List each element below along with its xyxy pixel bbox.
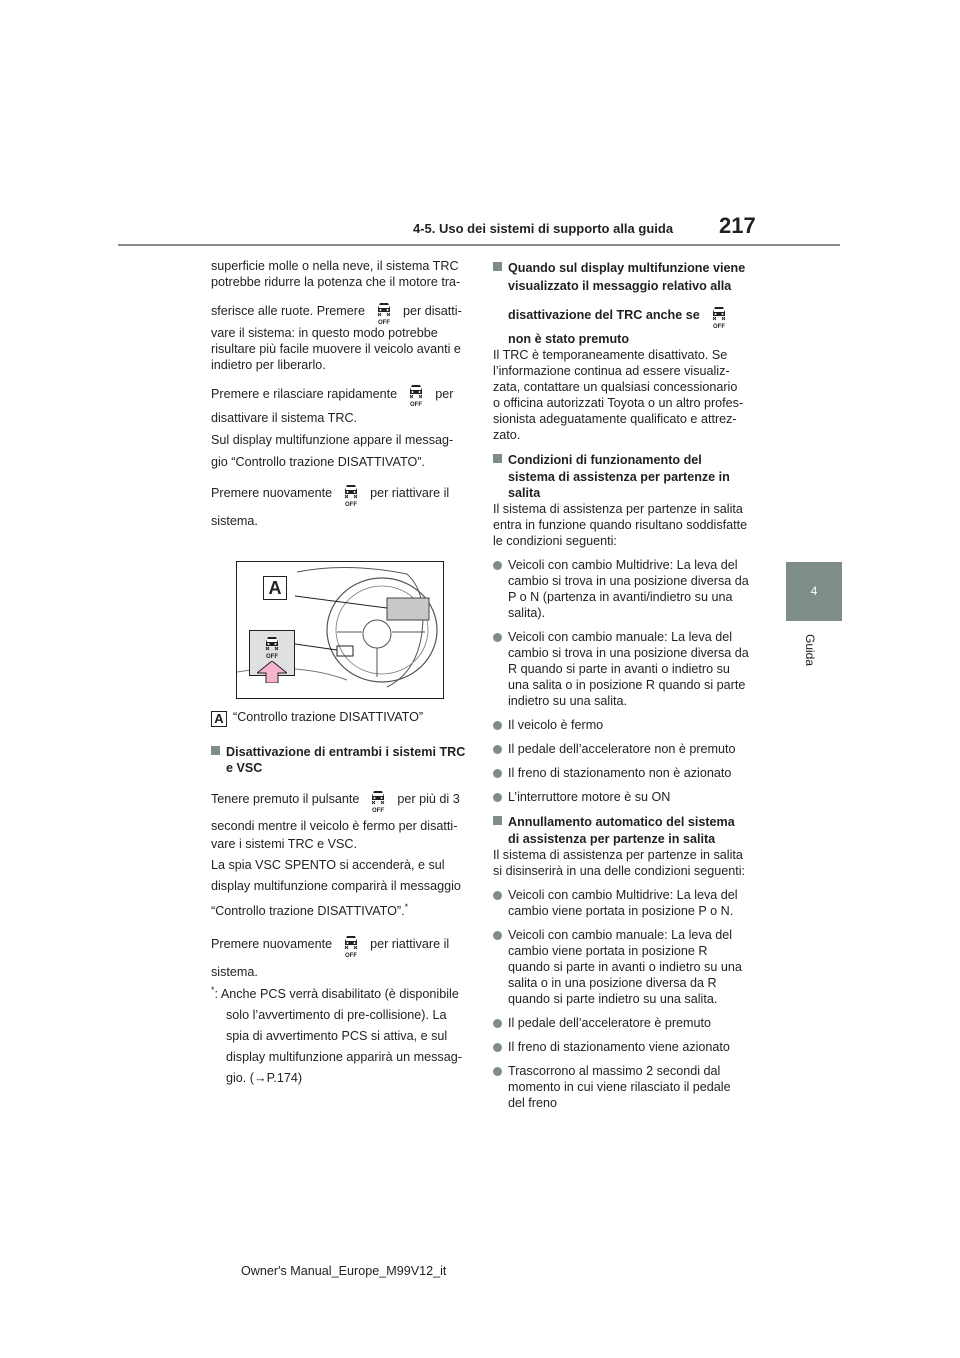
heading-line: salita: [508, 485, 541, 500]
text: sferisce alle ruote. Premere: [211, 304, 365, 318]
bullet-line: salita).: [508, 605, 546, 620]
footnote-line: gio. (→P.174): [226, 1070, 303, 1085]
paragraph-line: gio “Controllo trazione DISATTIVATO”.: [211, 455, 425, 470]
footer-text: Owner's Manual_Europe_M99V12_it: [241, 1264, 447, 1278]
text: Il pedale dell’acceleratore è premuto: [508, 1015, 712, 1030]
heading-line: Condizioni di funzionamento del: [508, 452, 702, 467]
paragraph-line: [211, 381, 471, 408]
text: Il freno di stazionamento non è azionato: [508, 765, 732, 780]
heading-line: di assistenza per partenze in salita: [508, 831, 716, 846]
bullet-line: quando si parte in avanti o indietro su una: [508, 959, 742, 974]
paragraph-line: La spia VSC SPENTO si accenderà, e sul: [211, 857, 445, 872]
bullet-item: [493, 789, 758, 805]
bullet-item: [493, 1039, 758, 1055]
bullet-line: salita o in una posizione diversa da R: [508, 975, 717, 990]
button-callout: [249, 630, 295, 676]
bullet-line: cambio viene portata in posizione P o N.: [508, 903, 734, 918]
heading-line: [211, 744, 473, 760]
dashboard-illustration: [236, 561, 444, 699]
text: “Controllo trazione DISATTIVATO”.: [211, 903, 405, 918]
heading-line: e VSC: [226, 761, 263, 775]
bullet-line: quando si parte indietro su una salita.: [508, 991, 718, 1006]
paragraph-line: [211, 786, 473, 813]
bullet-line: cambio si trova in una posizione diversa da: [508, 645, 749, 660]
text: L’interruttore motore è su ON: [508, 789, 671, 804]
paragraph: [493, 501, 758, 549]
bullet-line: Veicoli con cambio manuale: La leva del: [508, 927, 733, 942]
text: Disattivazione di entrambi i sistemi TRC: [226, 745, 466, 759]
text: Il pedale dell’acceleratore non è premuto: [508, 741, 736, 756]
footnote-ref: *: [404, 901, 409, 912]
paragraph-line: Sul display multifunzione appare il messag-: [211, 433, 454, 448]
paragraph-line: si disinserirà in una delle condizioni seguenti:: [493, 863, 746, 878]
heading-square-icon: [493, 454, 502, 463]
bullet-dot-icon: [493, 721, 502, 730]
bullet-line: Veicoli con cambio manuale: La leva del: [508, 629, 733, 644]
chapter-tab: 4: [786, 562, 842, 621]
footnote-line: [211, 982, 473, 1002]
bullet-line: cambio viene portata in posizione R: [508, 943, 708, 958]
heading-line: sistema di assistenza per partenze in: [508, 469, 730, 484]
bullet-line: R quando si parte in avanti o indietro su: [508, 661, 730, 676]
paragraph-line: sistema.: [211, 964, 258, 979]
paragraph-line: potrebbe ridurre la potenza che il motore tra-: [211, 275, 461, 289]
paragraph-line: zato.: [493, 427, 521, 442]
trc-off-icon: [403, 381, 429, 407]
paragraph-line: le condizioni seguenti:: [493, 533, 617, 548]
footnote-line: solo l’avvertimento di pre-collisione). La: [226, 1007, 447, 1022]
left-column: [211, 258, 471, 529]
paragraph-line: Il TRC è temporaneamente disattivato. Se: [493, 347, 728, 362]
paragraph-line: [211, 480, 471, 507]
trc-off-icon: [371, 299, 397, 325]
text: per riattivare il: [370, 936, 450, 951]
bullet-item: [493, 1015, 758, 1031]
heading-line: [493, 260, 758, 276]
trc-off-icon: [338, 481, 364, 507]
bullet-line: Veicoli con cambio Multidrive: La leva del: [508, 557, 738, 572]
paragraph-line: risultare più facile muovere il veicolo avanti e: [211, 341, 461, 356]
bullet-dot-icon: [493, 1019, 502, 1028]
heading-square-icon: [493, 816, 502, 825]
bullet-line: del freno: [508, 1095, 558, 1110]
trc-off-icon: [338, 932, 364, 958]
text: Premere e rilasciare rapidamente: [211, 386, 398, 401]
bullet-item: [493, 557, 758, 621]
bullet-item: [493, 887, 758, 919]
left-column-lower: [211, 744, 473, 1086]
text: per disatti-: [403, 304, 462, 318]
heading-line: [493, 302, 758, 329]
bullet-item: [493, 741, 758, 757]
bullet-line: indietro su una salita.: [508, 693, 628, 708]
page-number: 217: [719, 213, 756, 238]
paragraph-line: indietro per liberarlo.: [211, 357, 326, 372]
bullet-item: [493, 927, 758, 1007]
heading-square-icon: [493, 262, 502, 271]
heading-line: non è stato premuto: [508, 331, 630, 346]
paragraph-line: zata, contattare un qualsiasi concessionario: [493, 379, 738, 394]
paragraph-line: secondi mentre il veicolo è fermo per disatti-: [211, 818, 458, 833]
bullet-dot-icon: [493, 561, 502, 570]
bullet-line: momento in cui viene rilasciato il pedale: [508, 1079, 731, 1094]
paragraph-line: disattivare il sistema TRC.: [211, 411, 358, 426]
text: per più di 3: [397, 792, 460, 806]
bullet-dot-icon: [493, 891, 502, 900]
paragraph-line: Il sistema di assistenza per partenze in salita: [493, 847, 743, 862]
bullet-dot-icon: [493, 1067, 502, 1076]
text: Tenere premuto il pulsante: [211, 792, 360, 806]
heading-line: Annullamento automatico del sistema: [508, 814, 735, 829]
paragraph-line: sistema.: [211, 514, 258, 529]
heading: [493, 451, 758, 501]
text: per: [435, 386, 454, 401]
bullet-line: cambio si trova in una posizione diversa da: [508, 573, 749, 588]
bullet-line: una salita o in posizione R quando si parte: [508, 677, 746, 692]
bullet-dot-icon: [493, 769, 502, 778]
bullet-dot-icon: [493, 633, 502, 642]
paragraph-line: [211, 931, 473, 958]
caption-label-a: A: [211, 711, 227, 727]
section-title: 4-5. Uso dei sistemi di supporto alla guida: [413, 221, 674, 236]
bullet-item: [493, 765, 758, 781]
header-rule: [118, 244, 840, 246]
bullet-item: [493, 1063, 758, 1111]
bullet-dot-icon: [493, 745, 502, 754]
bullet-dot-icon: [493, 1043, 502, 1052]
paragraph-line: l’informazione continua ad essere visualiz-: [493, 363, 730, 378]
paragraph-line: [211, 298, 471, 325]
paragraph-line: o officina autorizzati Toyota o un altro profes-: [493, 395, 744, 410]
trc-off-icon: [365, 787, 391, 813]
paragraph-line: [211, 899, 473, 919]
heading-square-icon: [211, 746, 220, 755]
figure-caption: [211, 709, 423, 727]
paragraph: [493, 847, 758, 879]
text: Il veicolo è fermo: [508, 717, 604, 732]
text: Il freno di stazionamento viene azionato: [508, 1039, 730, 1054]
press-arrow-icon: [257, 661, 287, 683]
text: Premere nuovamente: [211, 936, 333, 951]
bullet-item: [493, 717, 758, 733]
footnote-line: spia di avvertimento PCS si attiva, e sul: [226, 1028, 448, 1043]
paragraph-line: vare il sistema: in questo modo potrebbe: [211, 325, 438, 340]
paragraph-line: entra in funzione quando risultano soddisfatte: [493, 517, 748, 532]
paragraph-line: display multifunzione comparirà il messaggio: [211, 878, 461, 893]
paragraph-line: vare i sistemi TRC e VSC.: [211, 836, 358, 851]
footnote-mark: *: [211, 984, 215, 995]
right-column: [493, 260, 758, 1111]
caption-text: “Controllo trazione DISATTIVATO”: [233, 710, 424, 724]
text: Premere nuovamente: [211, 486, 333, 501]
paragraph-line: sionista adeguatamente qualificato e attrez-: [493, 411, 737, 426]
bullet-dot-icon: [493, 793, 502, 802]
bullet-line: Trascorrono al massimo 2 secondi dal: [508, 1063, 721, 1078]
trc-off-icon: [259, 633, 285, 659]
heading-line: visualizzato il messaggio relativo alla: [508, 279, 732, 293]
text: per riattivare il: [370, 486, 450, 501]
paragraph-line: Il sistema di assistenza per partenze in salita: [493, 501, 743, 516]
figure-label-a: A: [263, 576, 287, 600]
trc-off-icon: [706, 303, 732, 329]
heading: [493, 813, 758, 847]
footnote-line: display multifunzione apparirà un messag-: [226, 1049, 462, 1064]
bullet-line: Veicoli con cambio Multidrive: La leva del: [508, 887, 738, 902]
bullet-item: [493, 629, 758, 709]
bullet-dot-icon: [493, 931, 502, 940]
text: disattivazione del TRC anche se: [508, 308, 700, 322]
chapter-label: Guida: [803, 634, 817, 667]
text: Quando sul display multifunzione viene: [508, 261, 746, 275]
bullet-line: P o N (partenza in avanti/indietro su una: [508, 589, 733, 604]
text: : Anche PCS verrà disabilitato (è disponibile: [214, 986, 459, 1001]
paragraph-line: superficie molle o nella neve, il sistema TRC: [211, 259, 459, 273]
paragraph: [493, 347, 758, 443]
